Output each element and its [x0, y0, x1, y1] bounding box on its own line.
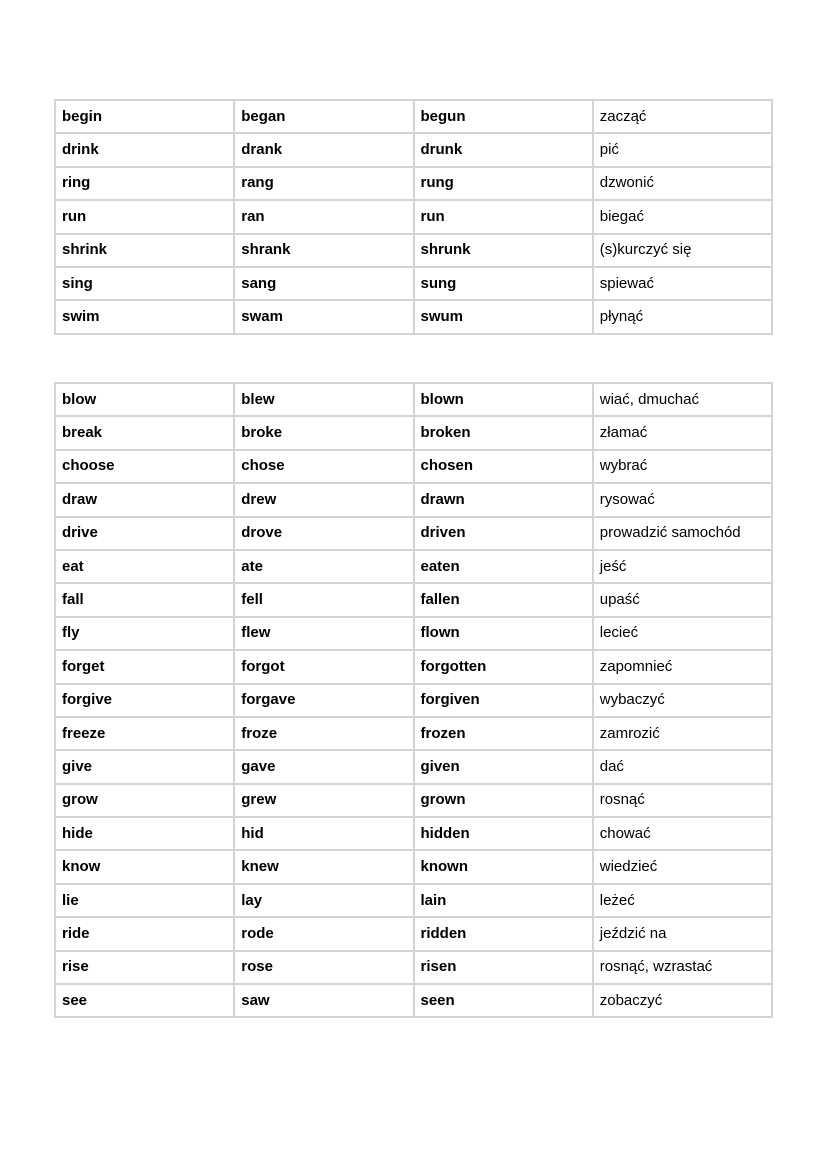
translation-cell: jeść — [593, 550, 772, 583]
base-form-cell: fall — [55, 583, 234, 616]
table-row — [55, 450, 772, 483]
past-participle-cell: broken — [414, 416, 593, 449]
translation-cell: pić — [593, 133, 772, 166]
past-simple-cell: sang — [234, 267, 413, 300]
translation-cell: wiać, dmuchać — [593, 383, 772, 416]
table-row — [55, 167, 772, 200]
table-row — [55, 583, 772, 616]
past-simple-cell: drew — [234, 483, 413, 516]
table-row — [55, 267, 772, 300]
past-simple-cell: flew — [234, 617, 413, 650]
base-form-cell: choose — [55, 450, 234, 483]
past-participle-cell: drawn — [414, 483, 593, 516]
table-row — [55, 884, 772, 917]
past-participle-cell: seen — [414, 984, 593, 1017]
table-row — [55, 951, 772, 984]
translation-cell: rosnąć — [593, 784, 772, 817]
translation-cell: zacząć — [593, 100, 772, 133]
past-simple-cell: ran — [234, 200, 413, 233]
base-form-cell: fly — [55, 617, 234, 650]
verb-table-body — [55, 383, 772, 1017]
translation-cell: zobaczyć — [593, 984, 772, 1017]
table-row — [55, 817, 772, 850]
past-participle-cell: blown — [414, 383, 593, 416]
past-participle-cell: swum — [414, 300, 593, 333]
base-form-cell: eat — [55, 550, 234, 583]
past-participle-cell: ridden — [414, 917, 593, 950]
past-simple-cell: saw — [234, 984, 413, 1017]
base-form-cell: begin — [55, 100, 234, 133]
past-simple-cell: broke — [234, 416, 413, 449]
base-form-cell: know — [55, 850, 234, 883]
past-participle-cell: sung — [414, 267, 593, 300]
translation-cell: zamrozić — [593, 717, 772, 750]
translation-cell: chować — [593, 817, 772, 850]
past-participle-cell: begun — [414, 100, 593, 133]
translation-cell: wybrać — [593, 450, 772, 483]
base-form-cell: freeze — [55, 717, 234, 750]
table-row — [55, 617, 772, 650]
table-row — [55, 750, 772, 783]
translation-cell: spiewać — [593, 267, 772, 300]
past-participle-cell: run — [414, 200, 593, 233]
translation-cell: jeździć na — [593, 917, 772, 950]
translation-cell: upaść — [593, 583, 772, 616]
past-simple-cell: forgot — [234, 650, 413, 683]
translation-cell: prowadzić samochód — [593, 517, 772, 550]
translation-cell: (s)kurczyć się — [593, 234, 772, 267]
past-simple-cell: chose — [234, 450, 413, 483]
past-participle-cell: lain — [414, 884, 593, 917]
translation-cell: wiedzieć — [593, 850, 772, 883]
past-simple-cell: shrank — [234, 234, 413, 267]
translation-cell: leżeć — [593, 884, 772, 917]
table-row — [55, 984, 772, 1017]
base-form-cell: hide — [55, 817, 234, 850]
past-simple-cell: grew — [234, 784, 413, 817]
past-participle-cell: forgotten — [414, 650, 593, 683]
past-participle-cell: fallen — [414, 583, 593, 616]
table-row — [55, 234, 772, 267]
base-form-cell: run — [55, 200, 234, 233]
table-row — [55, 650, 772, 683]
base-form-cell: ring — [55, 167, 234, 200]
past-simple-cell: forgave — [234, 684, 413, 717]
base-form-cell: see — [55, 984, 234, 1017]
table-row — [55, 917, 772, 950]
translation-cell: wybaczyć — [593, 684, 772, 717]
table-row — [55, 717, 772, 750]
translation-cell: złamać — [593, 416, 772, 449]
table-row — [55, 483, 772, 516]
past-participle-cell: risen — [414, 951, 593, 984]
table-row — [55, 850, 772, 883]
verb-table-1 — [54, 99, 773, 335]
base-form-cell: ride — [55, 917, 234, 950]
table-row — [55, 550, 772, 583]
table-row — [55, 416, 772, 449]
table-row — [55, 684, 772, 717]
past-participle-cell: drunk — [414, 133, 593, 166]
past-participle-cell: shrunk — [414, 234, 593, 267]
past-participle-cell: flown — [414, 617, 593, 650]
base-form-cell: draw — [55, 483, 234, 516]
past-simple-cell: ate — [234, 550, 413, 583]
base-form-cell: swim — [55, 300, 234, 333]
translation-cell: rosnąć, wzrastać — [593, 951, 772, 984]
past-participle-cell: driven — [414, 517, 593, 550]
translation-cell: rysować — [593, 483, 772, 516]
translation-cell: płynąć — [593, 300, 772, 333]
translation-cell: lecieć — [593, 617, 772, 650]
translation-cell: dzwonić — [593, 167, 772, 200]
table-row — [55, 300, 772, 333]
verb-table-2 — [54, 382, 773, 1018]
past-simple-cell: began — [234, 100, 413, 133]
table-row — [55, 133, 772, 166]
table-row — [55, 100, 772, 133]
base-form-cell: break — [55, 416, 234, 449]
past-participle-cell: chosen — [414, 450, 593, 483]
past-simple-cell: rode — [234, 917, 413, 950]
past-participle-cell: eaten — [414, 550, 593, 583]
verb-table-body — [55, 100, 772, 334]
table-row — [55, 200, 772, 233]
past-participle-cell: known — [414, 850, 593, 883]
base-form-cell: drive — [55, 517, 234, 550]
base-form-cell: grow — [55, 784, 234, 817]
translation-cell: biegać — [593, 200, 772, 233]
past-simple-cell: drank — [234, 133, 413, 166]
past-participle-cell: grown — [414, 784, 593, 817]
translation-cell: dać — [593, 750, 772, 783]
base-form-cell: blow — [55, 383, 234, 416]
past-simple-cell: lay — [234, 884, 413, 917]
past-simple-cell: blew — [234, 383, 413, 416]
past-participle-cell: rung — [414, 167, 593, 200]
base-form-cell: give — [55, 750, 234, 783]
base-form-cell: forgive — [55, 684, 234, 717]
past-simple-cell: knew — [234, 850, 413, 883]
past-simple-cell: drove — [234, 517, 413, 550]
past-simple-cell: rose — [234, 951, 413, 984]
base-form-cell: lie — [55, 884, 234, 917]
past-simple-cell: froze — [234, 717, 413, 750]
table-row — [55, 517, 772, 550]
base-form-cell: sing — [55, 267, 234, 300]
base-form-cell: rise — [55, 951, 234, 984]
base-form-cell: drink — [55, 133, 234, 166]
past-simple-cell: swam — [234, 300, 413, 333]
base-form-cell: shrink — [55, 234, 234, 267]
past-participle-cell: frozen — [414, 717, 593, 750]
table-row — [55, 383, 772, 416]
past-simple-cell: gave — [234, 750, 413, 783]
past-simple-cell: fell — [234, 583, 413, 616]
past-participle-cell: forgiven — [414, 684, 593, 717]
table-row — [55, 784, 772, 817]
base-form-cell: forget — [55, 650, 234, 683]
past-simple-cell: rang — [234, 167, 413, 200]
past-simple-cell: hid — [234, 817, 413, 850]
past-participle-cell: given — [414, 750, 593, 783]
translation-cell: zapomnieć — [593, 650, 772, 683]
past-participle-cell: hidden — [414, 817, 593, 850]
